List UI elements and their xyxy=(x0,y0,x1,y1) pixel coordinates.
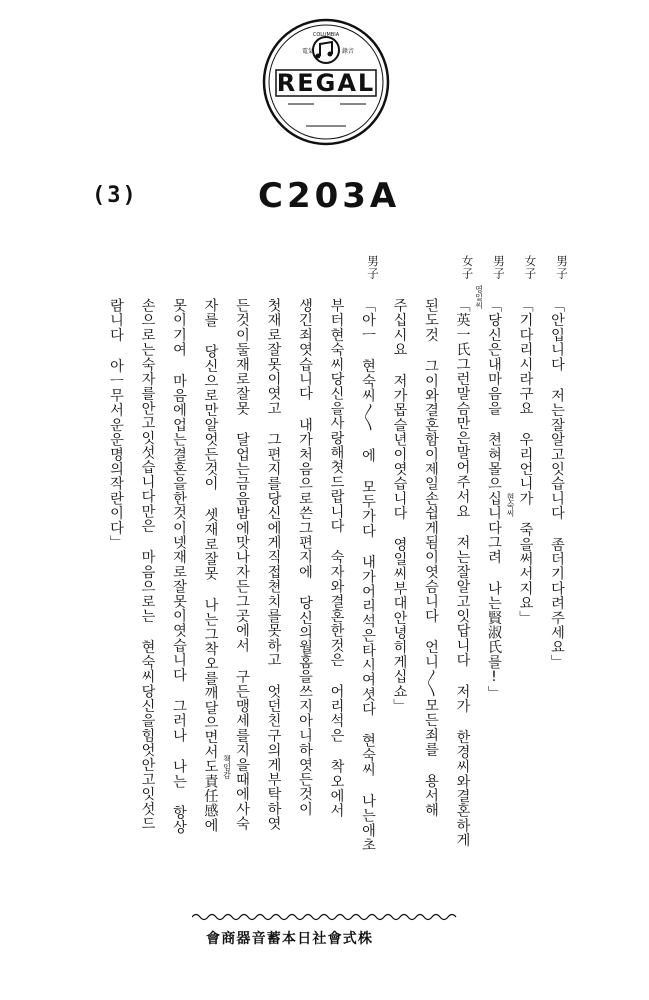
ruby-annotation: 영일씨 xyxy=(474,285,484,309)
ruby-annotation: 현숙씨 xyxy=(506,493,515,517)
svg-text:電氣: 電氣 xyxy=(302,48,315,55)
lyric-line: 부터현숙씨당신을사랑해쳣드랍니다 숙자와결혼한것은 어리석은 착오에서 xyxy=(328,298,345,818)
svg-text:REGAL: REGAL xyxy=(276,69,376,97)
lyric-line: 첫재로잘못이엿고 그편지를당신에게직접쳔치를못하고 엇던친구의게부탁하엿 xyxy=(265,298,282,831)
lyrics-text-block xyxy=(90,255,570,915)
svg-text:錄音: 錄音 xyxy=(342,48,355,55)
ruby-annotation: 책임감 xyxy=(222,755,232,779)
regal-logo xyxy=(262,18,390,146)
page-number: (3) xyxy=(92,183,138,208)
lyric-line: 생긴죄엿습니다 내가처음으로쓴그편지에 당신의월홈을쓰지아니하엿든것이 xyxy=(297,298,313,817)
speaker-label: 女子 xyxy=(523,255,538,280)
lyric-line: 「아ㅡ 현숙씨〳〵 에 모두가다 내가어리석은타시여셧다 현숙씨 나는애초 xyxy=(360,298,376,853)
lyric-line: 자를 당신으로만알엇든것이 셋재로잘못 나는그착오를깨달으면서도責任感에 xyxy=(202,298,219,833)
publisher-footer: 會商器音蓄本日社會式株 xyxy=(206,931,374,947)
lyric-line: 「기다리시라구요 우리언니가 죽을써서지요」 xyxy=(517,298,534,625)
lyric-line: 든것이둘재로잘못 달업는금음밤에맛나자든그곳에서 구든맹세를지을때에사숙 xyxy=(234,298,250,831)
speaker-label: 女子 xyxy=(460,255,475,280)
wavy-divider xyxy=(192,912,460,922)
lyric-line: 「안입니다 저는잘알고잇습니다 좀더기다려주세요」 xyxy=(549,298,565,670)
lyric-line: 「英一氏그런말슴만은말어주서요 저는잘알고잇답니다 저가 한경씨와결혼하게 xyxy=(454,298,471,848)
lyric-line: 람니다 아ㅡ무서운운명의작란이다」 xyxy=(108,298,124,550)
lyric-line: 된도것 그이와결혼함이제일손쉽게됨이엿슴니다 언니〳〵모든죄를 용서해 xyxy=(423,298,439,818)
lyric-line: 주십시요 저가몹슬년이엿습니다 영일씨부대안녕히게십쇼」 xyxy=(391,298,408,714)
speaker-label: 男子 xyxy=(555,255,569,280)
lyric-line: 손으로는숙자를안고잇섯습니다만은 마음으로는 현숙씨당신을힘엇안고잇섯드 xyxy=(139,298,156,831)
speaker-label: 男子 xyxy=(492,255,506,280)
lyric-line: 못이기여 마음에업는결혼을한것이넷재로잘못이엿습니다 그러나 나는 항상 xyxy=(171,298,187,835)
speaker-label: 男子 xyxy=(366,255,380,280)
lyric-line: 「당신은내마음을 쳔혀몰으십니다그려 나는賢淑氏를!」 xyxy=(486,298,502,701)
catalog-number: C203A xyxy=(258,176,401,216)
svg-text:COLUMBIA: COLUMBIA xyxy=(312,32,340,38)
